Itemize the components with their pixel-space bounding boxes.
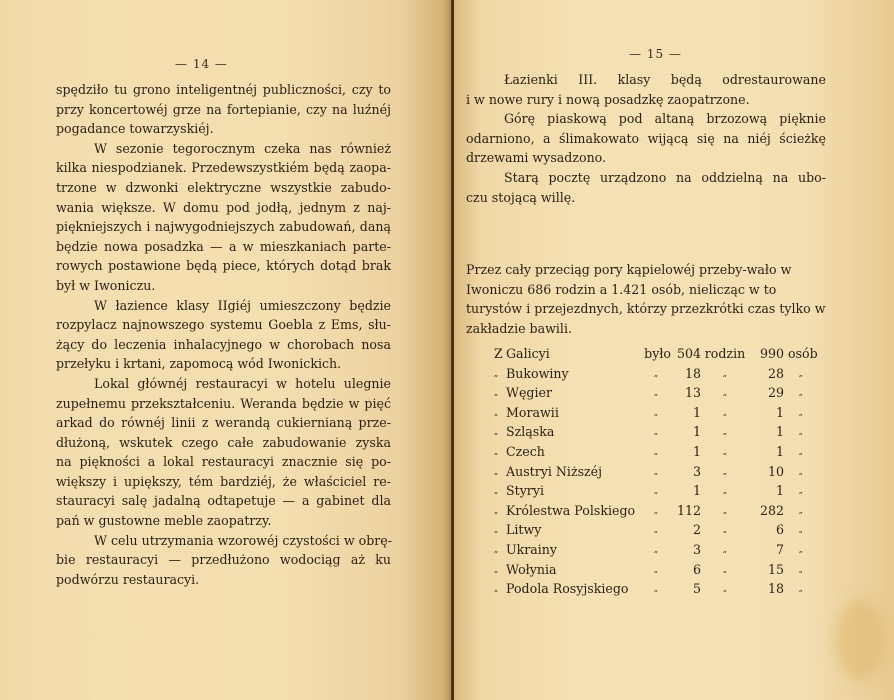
ditto-mark: „: [798, 584, 803, 594]
text-line: i w nowe rury i nową posadzkę zaopatrzone.: [466, 91, 750, 107]
ditto-mark: „: [722, 584, 728, 594]
families-value: 18: [684, 365, 701, 381]
ditto-mark: „: [798, 466, 803, 476]
ditto-mark: „: [494, 446, 499, 456]
families-value: 13: [684, 385, 701, 401]
ditto-mark: „: [653, 584, 659, 594]
ditto-mark: „: [798, 368, 803, 378]
text-line: Starą pocztę urządzono na oddzielną na ubo-: [504, 169, 826, 185]
ditto-mark: „: [494, 584, 499, 594]
table-row: [494, 383, 818, 403]
ditto-mark: „: [653, 564, 659, 574]
text-line: stauracyi salę jadalną odtapetuje — a gabinet dla: [56, 493, 391, 509]
ditto-mark: „: [494, 544, 499, 554]
families-value: 1: [692, 483, 701, 499]
ditto-mark: „: [653, 427, 659, 437]
ditto-mark: „: [653, 446, 659, 456]
families-value: 504: [676, 346, 701, 361]
text-line: pań w gustowne meble zaopatrzy.: [56, 513, 272, 529]
text-line: dłużoną, wskutek czego całe zabudowanie zyska: [56, 434, 391, 450]
word-bylo: było: [644, 346, 671, 361]
ditto-mark: „: [798, 407, 803, 417]
text-line: Łazienki III. klasy będą odrestaurowane: [504, 72, 826, 87]
text-line: wania większe. W domu pod jodłą, jednym z naj-: [56, 199, 391, 215]
families-value: 3: [692, 463, 701, 479]
text-line: trzone w dzwonki elektryczne wszystkie zabudo-: [56, 179, 391, 195]
ditto-mark: „: [798, 525, 803, 535]
text-line: drzewami wysadzono.: [466, 150, 607, 166]
page-number: — 14 —: [175, 57, 228, 71]
page-number: — 15 —: [629, 47, 682, 61]
text-line: Górę piaskową pod altaną brzozową pięknie: [504, 111, 826, 127]
row-name: Austryi Niższéj: [506, 463, 603, 479]
persons-value: 1: [775, 424, 784, 440]
table-row: [494, 520, 818, 540]
ditto-mark: „: [798, 564, 803, 574]
paper-stain: [834, 600, 884, 680]
text-line: czu stojącą willę.: [466, 189, 576, 205]
row-name: Bukowiny: [506, 365, 569, 381]
text-line: na piękności a lokal restauracyi znacznie się po-: [56, 454, 391, 470]
ditto-mark: „: [798, 427, 803, 437]
persons-value: 282: [759, 502, 784, 518]
persons-value: 15: [767, 561, 784, 577]
text-line: był w Iwoniczu.: [56, 277, 156, 293]
row-name: Czech: [506, 443, 545, 459]
ditto-mark: „: [722, 486, 728, 496]
ditto-mark: „: [722, 407, 728, 417]
ditto-mark: „: [798, 446, 803, 456]
text-line: W sezonie tegorocznym czeka nas również: [94, 140, 391, 156]
ditto-mark: „: [653, 388, 659, 398]
persons-value: 1: [775, 443, 784, 459]
text-line: zupełnemu przekształceniu. Weranda będzie w pięć: [56, 395, 391, 411]
ditto-mark: „: [494, 525, 499, 535]
ditto-mark: „: [653, 368, 659, 378]
ditto-mark: „: [722, 505, 728, 515]
ditto-mark: „: [722, 427, 728, 437]
text-line: spędziło tu grono inteligentnéj publiczności, czy to: [56, 82, 391, 97]
ditto-mark: „: [798, 505, 803, 515]
visitor-statistics-table: [494, 344, 818, 599]
ditto-mark: „: [722, 564, 728, 574]
text-line: kilka niespodzianek. Przedewszystkiém będą zaopa-: [56, 160, 391, 176]
left-page-body: [56, 80, 391, 589]
persons-value: 29: [767, 385, 784, 401]
row-name: Morawii: [506, 404, 559, 420]
table-row: [494, 579, 818, 599]
right-page-body: [466, 70, 826, 207]
table-row: [494, 403, 818, 423]
table-row: [494, 462, 818, 482]
ditto-mark: „: [494, 407, 499, 417]
table-row: [494, 481, 818, 501]
text-line: Przez cały przeciąg pory kąpielowéj przeby-: [466, 262, 747, 277]
text-line: będzie nowa posadzka — a w mieszkaniach parte-: [56, 238, 391, 254]
text-line: większy i upiększy, tém bardziéj, że właściciel re-: [56, 473, 391, 489]
ditto-mark: „: [494, 466, 499, 476]
word-osob: osób: [788, 346, 818, 361]
row-prefix: Z: [494, 346, 503, 361]
word-rodzin: rodzin: [704, 346, 746, 361]
row-name: Wołynia: [506, 561, 557, 577]
text-line: odarniono, a ślimakowato wijącą się na niéj ścieżkę: [466, 130, 826, 146]
ditto-mark: „: [653, 466, 659, 476]
text-line: licząc w to turystów i przejezdnych, którzy przez: [466, 281, 777, 317]
row-name: Królestwa Polskiego: [506, 502, 636, 518]
ditto-mark: „: [653, 486, 659, 496]
text-line: podwórzu restauracyi.: [56, 571, 200, 587]
persons-value: 990: [759, 346, 784, 361]
text-line: bie restauracyi — przedłużono wodociąg aż ku: [56, 552, 391, 568]
row-name: Litwy: [506, 522, 542, 538]
text-line: żący do leczenia inhalacyjnego w chorobach nosa: [56, 336, 391, 352]
ditto-mark: „: [722, 368, 728, 378]
text-line: pogadance towarzyskiéj.: [56, 121, 214, 137]
persons-value: 7: [775, 541, 784, 557]
families-value: 5: [692, 581, 701, 597]
row-name: Podola Rosyjskiego: [506, 581, 629, 597]
ditto-mark: „: [722, 446, 728, 456]
row-name: Szląska: [506, 424, 555, 440]
text-line: wało w Iwoniczu 686 rodzin a 1.421 osób, nie: [466, 262, 792, 297]
table-row: [494, 540, 818, 560]
table-row: [494, 364, 818, 384]
families-value: 3: [692, 541, 701, 557]
ditto-mark: „: [653, 525, 659, 535]
ditto-mark: „: [494, 505, 499, 515]
ditto-mark: „: [798, 544, 803, 554]
families-value: 1: [692, 424, 701, 440]
ditto-mark: „: [722, 544, 728, 554]
families-value: 1: [692, 404, 701, 420]
table-row: [494, 501, 818, 521]
row-name: Ukrainy: [506, 541, 558, 557]
ditto-mark: „: [494, 564, 499, 574]
text-line: przełyku i krtani, zapomocą wód Iwonickich.: [56, 356, 342, 372]
ditto-mark: „: [798, 486, 803, 496]
ditto-mark: „: [653, 407, 659, 417]
text-line: Lokal główn​éj restauracyi w hotelu ulegnie: [94, 375, 391, 391]
persons-value: 6: [775, 522, 784, 538]
families-value: 6: [692, 561, 701, 577]
right-page-summary: [466, 260, 826, 338]
text-line: arkad do równéj linii z werandą cukiernianą prze-: [56, 415, 391, 431]
ditto-mark: „: [494, 486, 499, 496]
families-value: 112: [676, 502, 701, 518]
ditto-mark: „: [494, 388, 499, 398]
persons-value: 1: [775, 404, 784, 420]
row-name: Galicyi: [506, 346, 550, 361]
text-line: W łazience klasy IIgiéj umieszczony będzie: [94, 297, 391, 313]
persons-value: 28: [767, 365, 784, 381]
text-line: rowych postawione będą piece, których dotąd brak: [56, 258, 391, 274]
ditto-mark: „: [494, 427, 499, 437]
table-row: [494, 442, 818, 462]
row-name: Styryi: [506, 483, 544, 499]
text-line: rozpylacz najnowszego systemu Goebla z Ems, słu-: [56, 317, 391, 333]
table-header-row: [494, 344, 818, 364]
ditto-mark: „: [653, 505, 659, 515]
families-value: 2: [692, 522, 701, 538]
families-value: 1: [692, 443, 701, 459]
text-line: krótki czas tylko w zakładzie bawili.: [466, 301, 826, 336]
ditto-mark: „: [722, 525, 728, 535]
right-page: [454, 0, 894, 700]
ditto-mark: „: [722, 388, 728, 398]
persons-value: 10: [767, 463, 784, 479]
text-line: W celu utrzymania wzorowéj czystości w obrę-: [94, 532, 392, 548]
persons-value: 18: [767, 581, 784, 597]
table-row: [494, 560, 818, 580]
persons-value: 1: [775, 483, 784, 499]
ditto-mark: „: [653, 544, 659, 554]
ditto-mark: „: [494, 368, 499, 378]
ditto-mark: „: [798, 388, 803, 398]
ditto-mark: „: [722, 466, 728, 476]
text-line: przy koncertowéj grze na fortepianie, czy na luźnéj: [56, 101, 391, 117]
row-name: Węgier: [506, 385, 552, 401]
text-line: piękniejszych i najwygodniejszych zabudowań, daną: [56, 219, 391, 235]
table-row: [494, 422, 818, 442]
